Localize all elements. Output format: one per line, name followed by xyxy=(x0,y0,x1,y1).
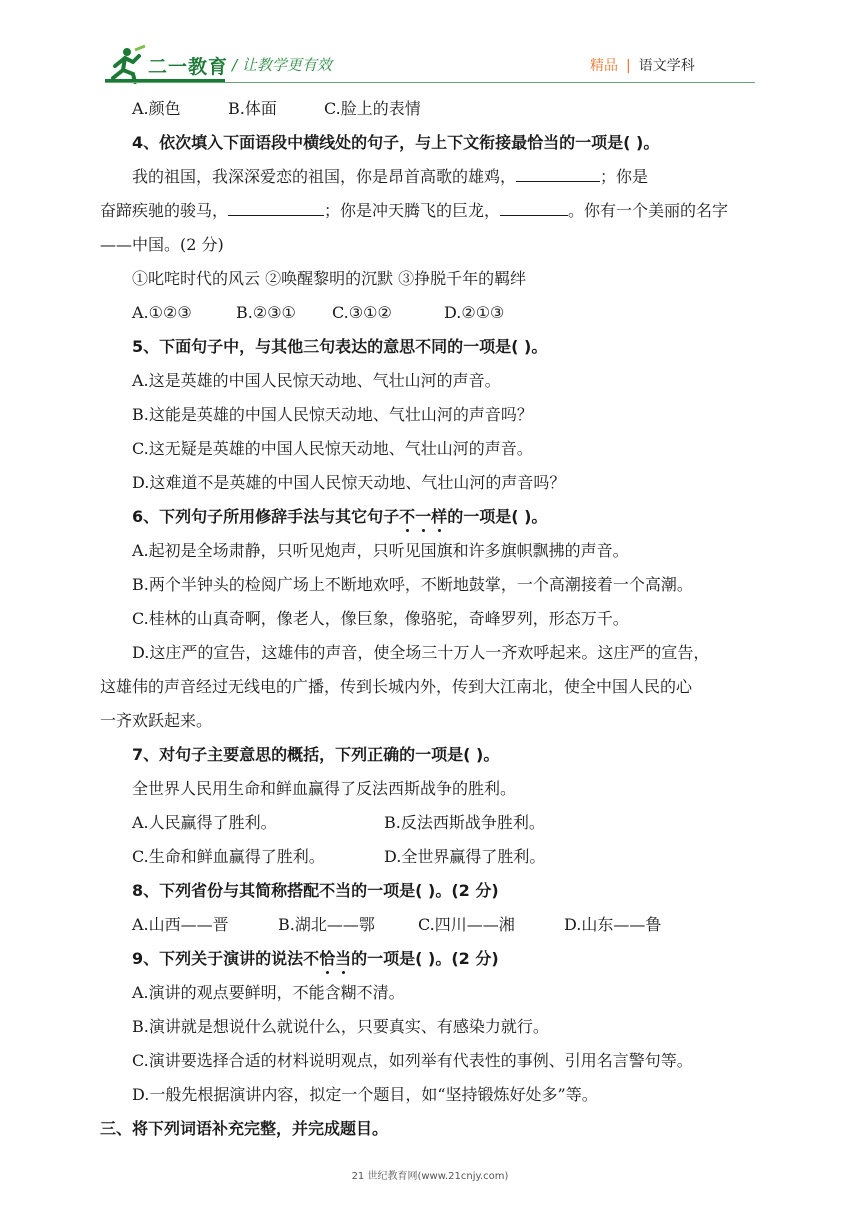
passage-text: ；你是 xyxy=(600,167,649,186)
emphasis-char: 不 xyxy=(399,507,416,526)
passage-text: 奋蹄疾驰的骏马， xyxy=(100,201,229,220)
question-text: 6、下列句子所用修辞手法与其它句子 xyxy=(132,507,400,526)
q4-sentences: ①叱咤时代的风云 ②唤醒黎明的沉默 ③挣脱千年的羁绊 xyxy=(132,269,527,288)
option-d-line-2: 这雄伟的声音经过无线电的广播，传到长城内外，传到大江南北，使全中国人民的心 xyxy=(100,677,693,696)
option-d: D.②①③ xyxy=(444,303,505,322)
option-c: C.四川——湘 xyxy=(418,915,515,934)
option-c: C.这无疑是英雄的中国人民惊天动地、气壮山河的声音。 xyxy=(132,439,533,458)
question-5: 5、下面句子中，与其他三句表达的意思不同的一项是( )。 xyxy=(132,337,548,356)
option-d: D.全世界赢得了胜利。 xyxy=(384,847,546,866)
passage-text: ；你是冲天腾飞的巨龙， xyxy=(324,201,501,220)
page-header xyxy=(0,0,860,90)
q7-options-row-1 xyxy=(100,806,760,840)
q8-options xyxy=(100,908,760,942)
option-b: B.反法西斯战争胜利。 xyxy=(384,813,545,832)
option-b: B.②③① xyxy=(236,303,296,322)
option-a: A.人民赢得了胜利。 xyxy=(132,813,277,832)
question-text: 的一项是( )。 xyxy=(447,507,548,526)
logo-text: 二一教育 xyxy=(148,56,229,78)
passage-text: 。你有一个美丽的名字 xyxy=(568,201,729,220)
fill-blank-2 xyxy=(228,195,324,216)
header-separator: | xyxy=(626,58,631,74)
question-6 xyxy=(100,500,760,534)
passage-text: 我的祖国，我深深爱恋的祖国，你是昂首高歌的雄鸡， xyxy=(132,167,517,186)
option-c: C.脸上的表情 xyxy=(324,99,421,118)
jingpin-label: 精品 xyxy=(590,58,618,74)
question-4: 4、依次填入下面语段中横线处的句子，与上下文衔接最恰当的一项是( )。 xyxy=(132,133,660,152)
option-c: C.桂林的山真奇啊，像老人，像巨象，像骆驼，奇峰罗列，形态万千。 xyxy=(132,609,629,628)
subject-label: 语文学科 xyxy=(638,58,695,74)
option-c: C.生命和鲜血赢得了胜利。 xyxy=(132,847,325,866)
option-b: B.演讲就是想说什么就说什么，只要真实、有感染力就行。 xyxy=(132,1017,549,1036)
q7-options-row-2 xyxy=(100,840,760,874)
question-8: 8、下列省份与其简称搭配不当的一项是( )。(2 分) xyxy=(132,881,499,900)
option-a: A.①②③ xyxy=(132,303,192,322)
worksheet-content xyxy=(100,92,760,1146)
header-divider xyxy=(105,82,755,83)
q7-sentence: 全世界人民用生命和鲜血赢得了反法西斯战争的胜利。 xyxy=(132,779,517,798)
option-d: D.一般先根据演讲内容，拟定一个题目，如“坚持锻炼好处多”等。 xyxy=(132,1085,598,1104)
option-b: B.体面 xyxy=(228,99,277,118)
option-a: A.山西——晋 xyxy=(132,915,229,934)
fill-blank-1 xyxy=(516,161,600,182)
option-d-line-1: D.这庄严的宣告，这雄伟的声音，使全场三十万人一齐欢呼起来。这庄严的宣告， xyxy=(132,643,710,662)
option-c: C.演讲要选择合适的材料说明观点，如列举有代表性的事例、引用名言警句等。 xyxy=(132,1051,693,1070)
passage-line-1 xyxy=(100,160,760,194)
emphasis-char: 样 xyxy=(431,507,448,526)
page-footer: 21 世纪教育网(www.21cnjy.com) xyxy=(351,1171,509,1182)
header-right xyxy=(590,55,695,75)
q3-options xyxy=(100,92,760,126)
option-b: B.湖北——鄂 xyxy=(278,915,375,934)
question-7: 7、对句子主要意思的概括，下列正确的一项是( )。 xyxy=(132,745,500,764)
option-c: C.③①② xyxy=(332,303,392,322)
section-3-heading: 三、将下列词语补充完整，并完成题目。 xyxy=(100,1119,389,1138)
emphasis-char: 一 xyxy=(415,507,432,526)
slogan: / 让教学更有效 xyxy=(232,56,332,74)
fill-blank-3 xyxy=(500,195,568,216)
passage-line-3: ——中国。(2 分) xyxy=(100,235,224,254)
option-a: A.这是英雄的中国人民惊天动地、气壮山河的声音。 xyxy=(132,371,501,390)
option-d: D.这难道不是英雄的中国人民惊天动地、气壮山河的声音吗？ xyxy=(132,473,566,492)
question-9 xyxy=(100,942,760,976)
option-a: A.演讲的观点要鲜明，不能含糊不清。 xyxy=(132,983,405,1002)
option-d: D.山东——鲁 xyxy=(564,915,662,934)
option-a: A.起初是全场肃静，只听见炮声，只听见国旗和许多旗帜飘拂的声音。 xyxy=(132,541,629,560)
emphasis-char: 当 xyxy=(335,949,352,968)
option-b: B.两个半钟头的检阅广场上不断地欢呼，不断地鼓掌，一个高潮接着一个高潮。 xyxy=(132,575,693,594)
passage-line-2 xyxy=(100,194,760,228)
option-a: A.颜色 xyxy=(132,99,181,118)
option-d-line-3: 一齐欢跃起来。 xyxy=(100,711,213,730)
emphasis-char: 恰 xyxy=(319,949,336,968)
question-text: 的一项是( )。(2 分) xyxy=(351,949,499,968)
option-b: B.这能是英雄的中国人民惊天动地、气壮山河的声音吗？ xyxy=(132,405,533,424)
q4-options xyxy=(100,296,760,330)
question-text: 9、下列关于演讲的说法不 xyxy=(132,949,320,968)
